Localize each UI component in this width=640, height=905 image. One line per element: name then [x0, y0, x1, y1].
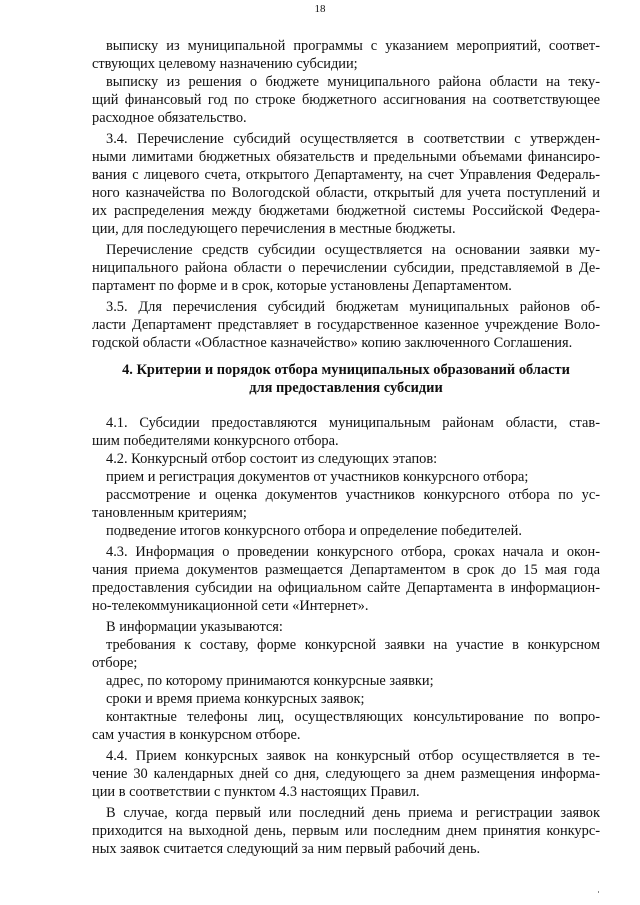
text-line: 4.1. Субсидии предоставляются муниципальным районам области, став-	[106, 415, 600, 431]
text-line: выписку из решения о бюджете муниципального района области на теку-	[106, 74, 600, 90]
text-line: подведение итогов конкурсного отбора и определение победителей.	[106, 523, 522, 539]
text-line: сроки и время приема конкурсных заявок;	[106, 691, 365, 707]
page-number: 18	[314, 3, 326, 15]
text-line: их распределения между бюджетами бюджетной системы Российской Федера-	[92, 203, 600, 219]
text-line: ными лимитами бюджетных обязательств и предельными объемами финансиро-	[92, 149, 600, 165]
text-line: 4.2. Конкурсный отбор состоит из следующих этапов:	[106, 451, 438, 467]
text-line: ции, для последующего перечисления в местные бюджеты.	[92, 221, 456, 237]
text-line: ствующих целевому назначению субсидии;	[92, 56, 358, 72]
text-line: рассмотрение и оценка документов участников конкурсного отбора по ус-	[106, 487, 600, 503]
text-line: чение 30 календарных дней со дня, следующего за днем размещения информа-	[92, 766, 600, 782]
text-line: ниципального района области о перечислении субсидии, представляемой в Де-	[92, 260, 600, 276]
scan-speck	[598, 891, 599, 893]
text-line: требования к составу, форме конкурсной заявки на участие в конкурсном	[106, 637, 600, 653]
text-line: щий финансовый год по строке бюджетного ассигнования на соответствующее	[92, 92, 600, 108]
text-line: предоставления субсидии на официальном сайте Департамента в информацион-	[92, 580, 600, 596]
text-line: годской области «Областное казначейство» копию заключенного Соглашения.	[92, 335, 573, 351]
text-line: сам участия в конкурсном отборе.	[92, 727, 301, 743]
text-line: приходится на выходной день, первым или последним днем принятия конкурс-	[92, 823, 600, 839]
text-line: ных заявок считается следующий за ним первый рабочий день.	[92, 841, 481, 857]
text-line: 4.3. Информация о проведении конкурсного отбора, сроках начала и окон-	[106, 544, 600, 560]
text-line: ласти Департамент представляет в государственное казенное учреждение Воло-	[92, 317, 600, 333]
text-line: тановленным критериям;	[92, 505, 247, 521]
text-line: контактные телефоны лиц, осуществляющих консультирование по вопро-	[106, 709, 600, 725]
text-line: шим победителями конкурсного отбора.	[92, 433, 339, 449]
section-heading-line2: для предоставления субсидии	[249, 380, 443, 396]
text-line: ного казначейства по Вологодской области, открытый для учета поступлений и	[92, 185, 600, 201]
text-line: Перечисление средств субсидии осуществляется на основании заявки му-	[106, 242, 600, 258]
section-heading-line1: 4. Критерии и порядок отбора муниципальных образований области	[122, 362, 570, 378]
text-line: В случае, когда первый или последний день приема и регистрации заявок	[106, 805, 600, 821]
text-line: отборе;	[92, 655, 138, 671]
text-line: чания приема документов размещается Департаментом в срок до 15 мая года	[92, 562, 600, 578]
text-line: партамент по форме и в срок, которые установлены Департаментом.	[92, 278, 512, 294]
text-line: вания с лицевого счета, открытого Департаменту, на счет Управления Федераль-	[92, 167, 600, 183]
text-line: расходное обязательство.	[92, 110, 247, 126]
text-line: но-телекоммуникационной сети «Интернет».	[92, 598, 369, 614]
text-line: 3.5. Для перечисления субсидий бюджетам муниципальных районов об-	[106, 299, 600, 315]
text-line: ции в соответствии с пунктом 4.3 настоящих Правил.	[92, 784, 420, 800]
text-line: 3.4. Перечисление субсидий осуществляется в соответствии с утвержден-	[106, 131, 600, 147]
text-line: прием и регистрация документов от участников конкурсного отбора;	[106, 469, 529, 485]
text-line: В информации указываются:	[106, 619, 283, 635]
text-line: выписку из муниципальной программы с указанием мероприятий, соответ-	[106, 38, 600, 54]
text-line: 4.4. Прием конкурсных заявок на конкурсный отбор осуществляется в те-	[106, 748, 600, 764]
text-line: адрес, по которому принимаются конкурсные заявки;	[106, 673, 434, 689]
